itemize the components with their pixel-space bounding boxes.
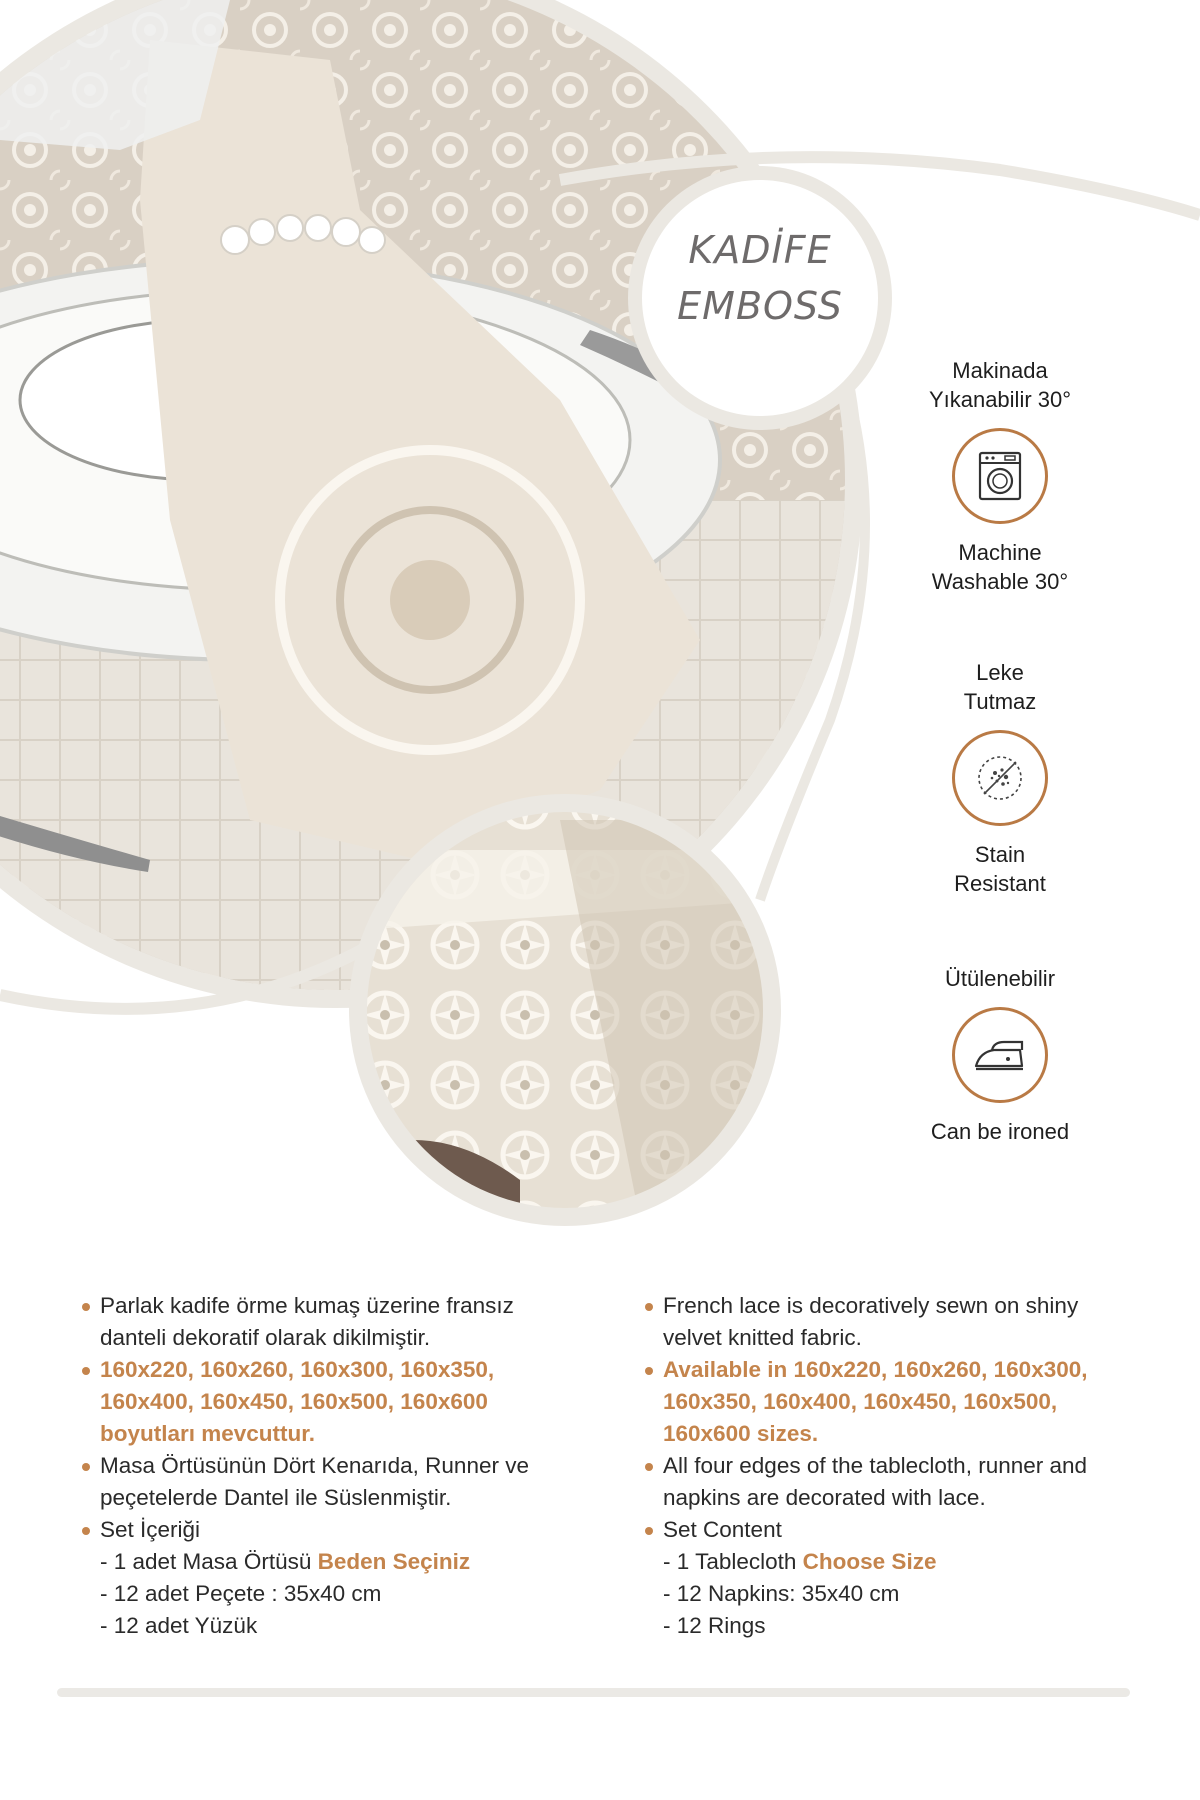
badge-line-1: KADİFE [688, 228, 832, 272]
bullet-icon [645, 1303, 653, 1311]
set-content-item: - 1 Tablecloth Choose Size [663, 1549, 937, 1574]
feature-washable-tr: Makinada Yıkanabilir 30° [928, 358, 1072, 412]
list-item: Masa Örtüsünün Dört Kenarıda, Runner ve peçetelerde Dantel ile Süslenmiştir. [82, 1450, 552, 1514]
list-item-sizes: 160x220, 160x260, 160x300, 160x350, 160x400, 160x450, 160x500, 160x600 boyutları mevcuttur. [82, 1354, 552, 1450]
iron-icon [952, 1007, 1048, 1103]
bottom-divider [57, 1688, 1130, 1697]
washing-machine-icon [952, 428, 1048, 524]
list-item: All four edges of the tablecloth, runner and napkins are decorated with lace. [645, 1450, 1125, 1514]
feature-ironable [880, 964, 1120, 1146]
bullet-icon [82, 1303, 90, 1311]
feature-stain [880, 658, 1120, 898]
description-turkish [82, 1290, 552, 1642]
feature-ironable-tr: Ütülenebilir [944, 966, 1056, 991]
product-badge [635, 222, 885, 334]
bullet-icon [82, 1463, 90, 1471]
bullet-icon [82, 1367, 90, 1375]
bullet-icon [645, 1527, 653, 1535]
set-content-item: - 12 adet Yüzük [100, 1613, 258, 1638]
choose-size-link[interactable]: Beden Seçiniz [317, 1549, 471, 1574]
badge-line-2: EMBOSS [677, 284, 843, 328]
stain-resistant-icon [952, 730, 1048, 826]
list-item: Set Content [645, 1514, 1125, 1546]
feature-ironable-en: Can be ironed [930, 1119, 1070, 1144]
feature-stain-en: Stain Resistant [954, 842, 1046, 896]
set-content-item: - 12 adet Peçete : 35x40 cm [100, 1581, 382, 1606]
feature-washable-en: Machine Washable 30° [931, 540, 1069, 594]
list-item: Set İçeriği [82, 1514, 552, 1546]
list-item: French lace is decoratively sewn on shiny velvet knitted fabric. [645, 1290, 1125, 1354]
feature-stain-tr: Leke Tutmaz [963, 660, 1037, 714]
set-content-item: - 12 Rings [663, 1613, 766, 1638]
bullet-icon [645, 1367, 653, 1375]
list-item-sizes: Available in 160x220, 160x260, 160x300, 160x350, 160x400, 160x450, 160x500, 160x600 sizes. [645, 1354, 1125, 1450]
choose-size-link[interactable]: Choose Size [802, 1549, 937, 1574]
bullet-icon [82, 1527, 90, 1535]
set-content-item: - 1 adet Masa Örtüsü Beden Seçiniz [100, 1549, 471, 1574]
bullet-icon [645, 1463, 653, 1471]
description-english [645, 1290, 1125, 1642]
set-content-item: - 12 Napkins: 35x40 cm [663, 1581, 900, 1606]
feature-washable [880, 356, 1120, 596]
list-item: Parlak kadife örme kumaş üzerine fransız danteli dekoratif olarak dikilmiştir. [82, 1290, 552, 1354]
